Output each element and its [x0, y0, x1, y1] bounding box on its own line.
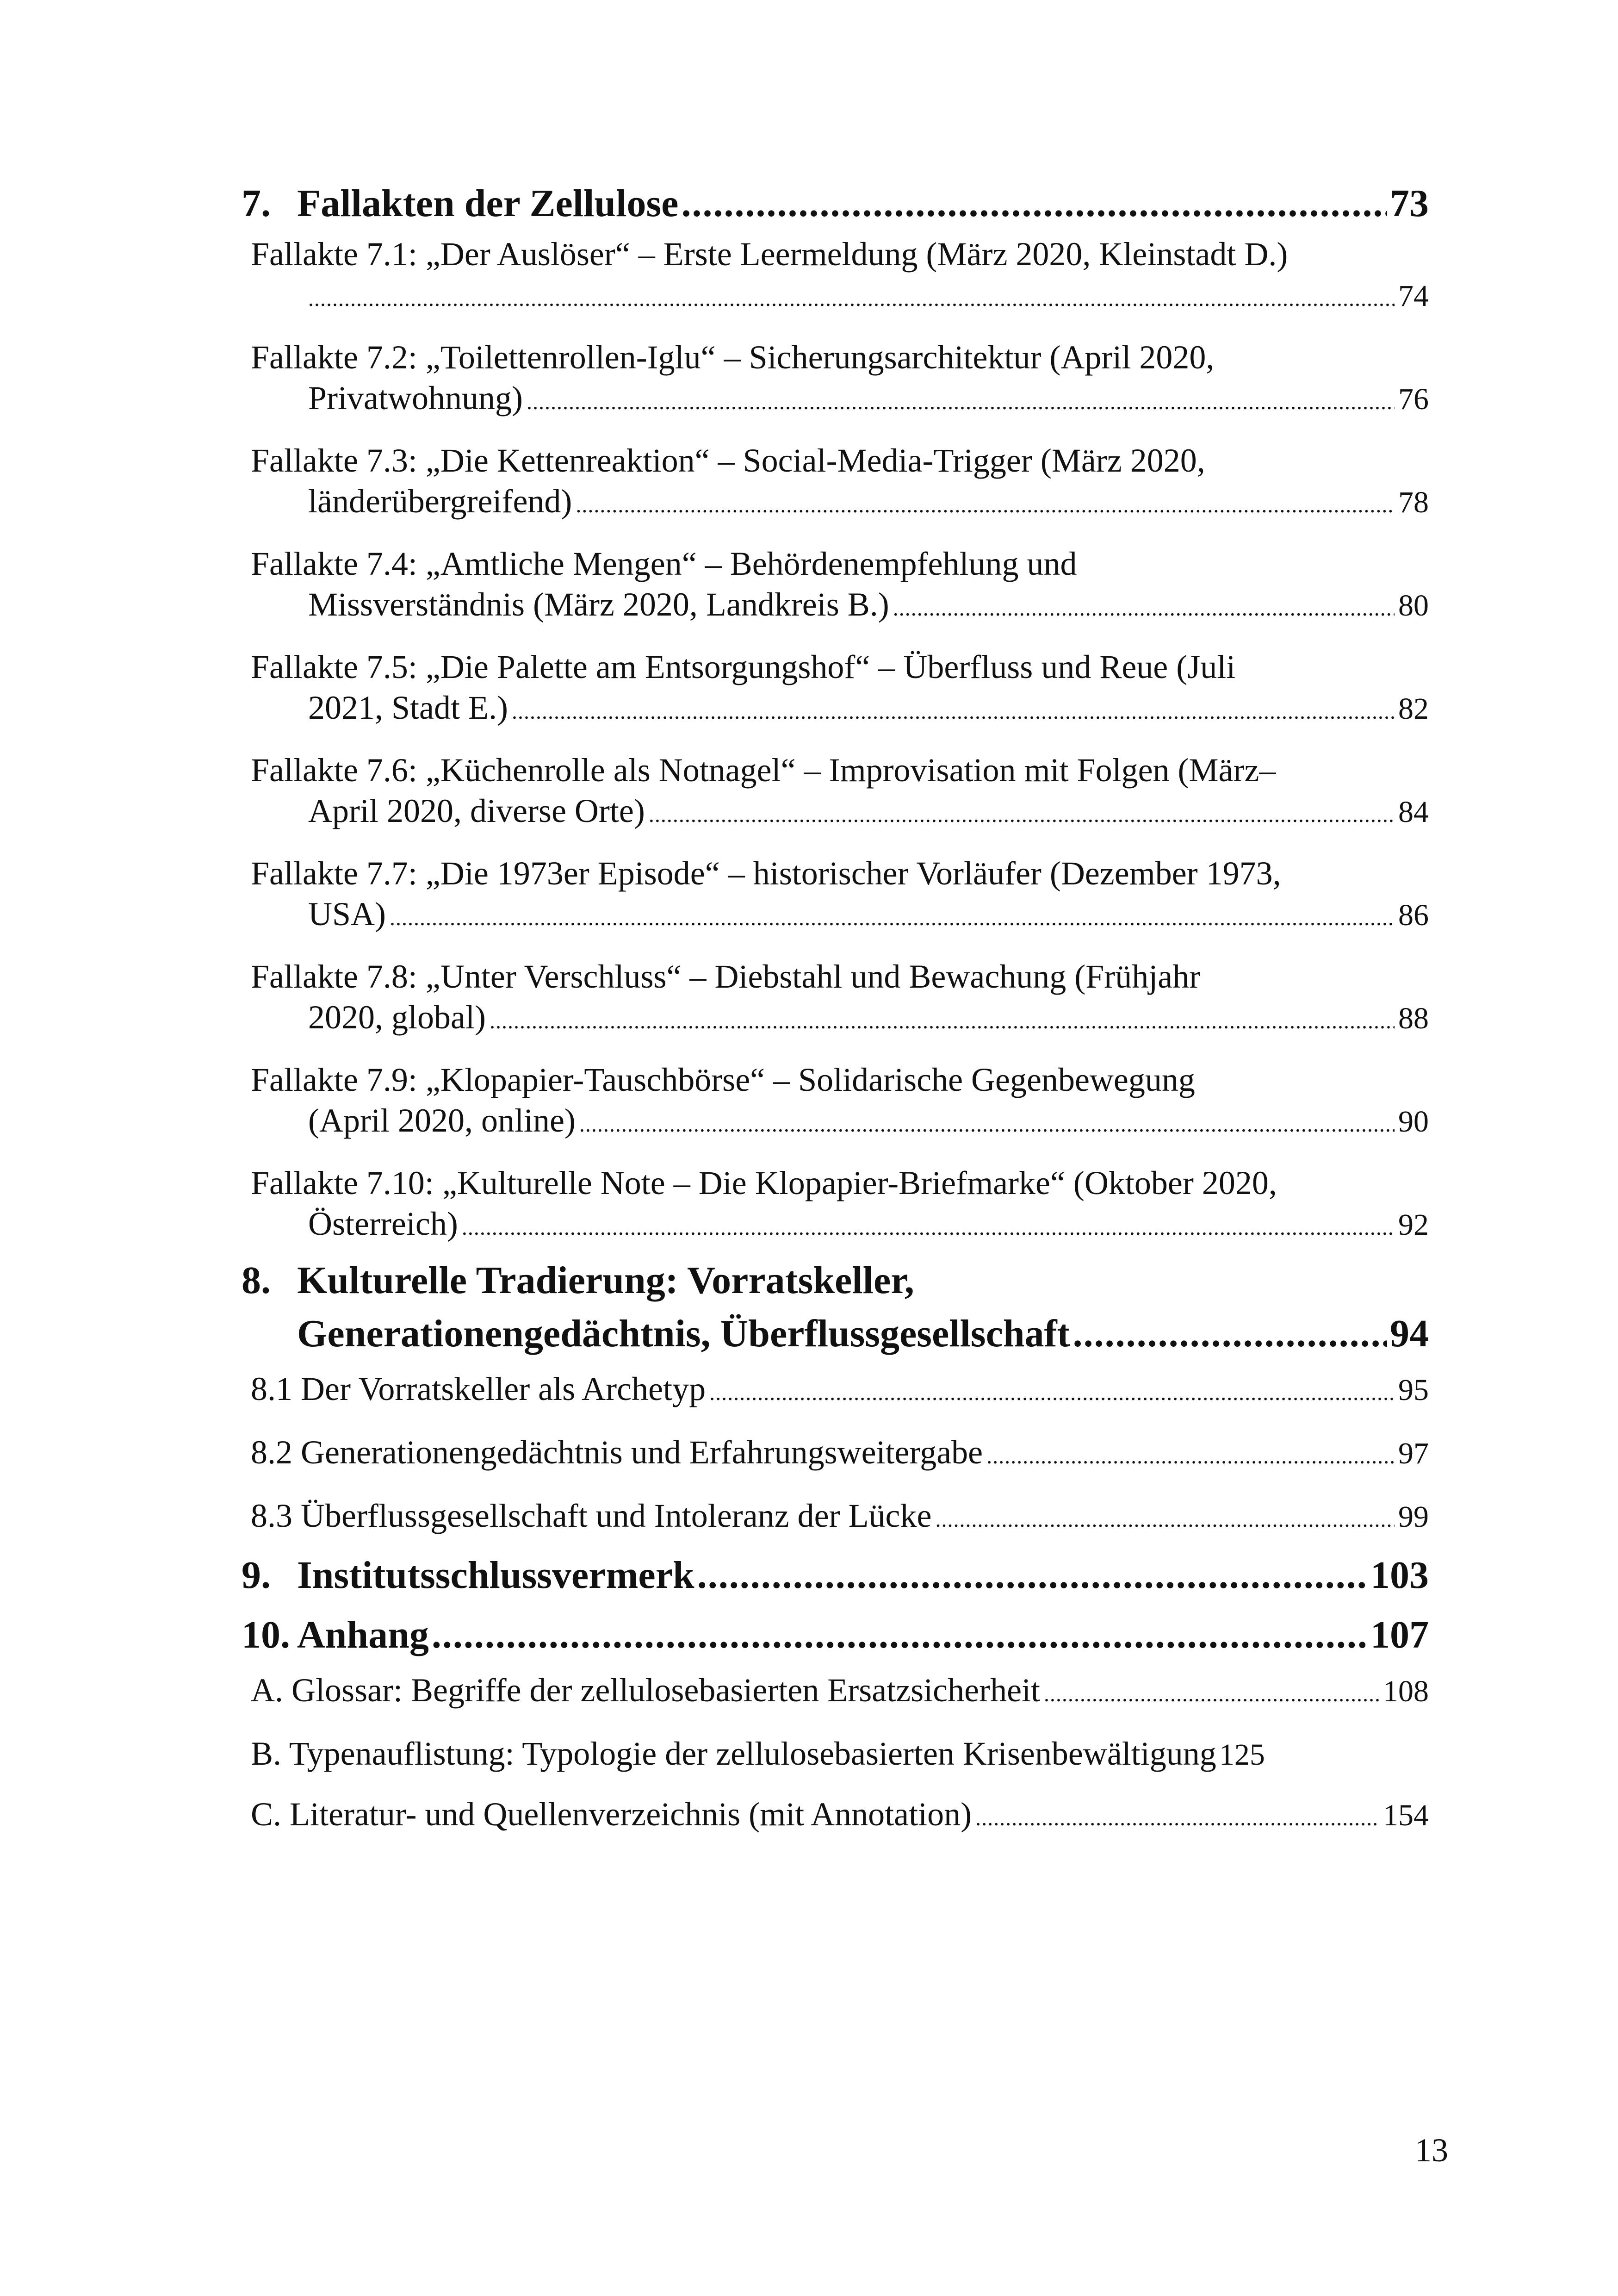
appendix-list	[242, 1668, 1429, 1841]
entry-text-cont: 2021, Stadt E.)	[308, 689, 508, 726]
chapter-8-heading	[242, 1254, 1429, 1360]
entry-page: 80	[1398, 589, 1429, 622]
dot-leader	[935, 1493, 1395, 1542]
entry-text-cont: USA)	[308, 896, 386, 933]
entry-page: 108	[1383, 1674, 1429, 1708]
dot-leader	[681, 177, 1387, 230]
table-of-contents	[242, 177, 1429, 1841]
entry-page: 125	[1219, 1738, 1265, 1772]
chapter-number: 7.	[242, 182, 271, 225]
entry-text: Fallakte 7.9: „Klopapier-Tauschbörse“ – Solidarische Gegenbewegung	[251, 1061, 1195, 1098]
entry-text: 8.3 Überflussgesellschaft und Intoleranz der Lücke	[251, 1497, 932, 1534]
page-number: 13	[1415, 2132, 1448, 2169]
entry-text: A. Glossar: Begriffe der zellulosebasierten Ersatzsicherheit	[251, 1672, 1041, 1709]
entry-text: Fallakte 7.6: „Küchenrolle als Notnagel“ – Improvisation mit Folgen (März–	[251, 752, 1276, 789]
dot-leader	[893, 582, 1395, 631]
entry-text: Fallakte 7.3: „Die Kettenreaktion“ – Social-Media-Trigger (März 2020,	[251, 442, 1205, 479]
chapter-title: Anhang	[297, 1613, 429, 1656]
toc-entry-7-5[interactable]	[251, 645, 1429, 734]
dot-leader	[462, 1201, 1395, 1250]
entry-page: 76	[1398, 382, 1429, 416]
entry-text: Fallakte 7.10: „Kulturelle Note – Die Klopapier-Briefmarke“ (Oktober 2020,	[251, 1164, 1277, 1201]
entry-text: 8.1 Der Vorratskeller als Archetyp	[251, 1370, 706, 1407]
dot-leader	[1073, 1307, 1387, 1360]
entry-page: 88	[1398, 1002, 1429, 1035]
dot-leader	[986, 1430, 1395, 1479]
chapter-10-heading[interactable]	[242, 1608, 1429, 1661]
toc-entry-7-9[interactable]	[251, 1058, 1429, 1147]
entry-text-cont: Österreich)	[308, 1205, 458, 1242]
toc-entry-7-1[interactable]	[251, 232, 1429, 321]
toc-entry-8-2[interactable]	[251, 1430, 1429, 1479]
entry-text: C. Literatur- und Quellenverzeichnis (mit Annotation)	[251, 1796, 972, 1833]
chapter-title-line1: Kulturelle Tradierung: Vorratskeller,	[297, 1259, 914, 1302]
chapter-page: 94	[1390, 1312, 1429, 1355]
entry-page: 84	[1398, 795, 1429, 829]
chapter-page: 73	[1390, 182, 1429, 225]
chapter-page: 107	[1370, 1613, 1429, 1656]
chapter-9-heading[interactable]	[242, 1549, 1429, 1602]
entry-page: 92	[1398, 1208, 1429, 1242]
entry-text: Fallakte 7.5: „Die Palette am Entsorgungshof“ – Überfluss und Reue (Juli	[251, 648, 1236, 685]
entry-text: Fallakte 7.8: „Unter Verschluss“ – Diebstahl und Bewachung (Frühjahr	[251, 958, 1201, 995]
entry-text: Fallakte 7.2: „Toilettenrollen-Iglu“ – Sicherungsarchitektur (April 2020,	[251, 339, 1215, 376]
toc-entry-7-7[interactable]	[251, 851, 1429, 940]
entry-page: 78	[1398, 485, 1429, 519]
entry-text: Fallakte 7.1: „Der Auslöser“ – Erste Leermeldung (März 2020, Kleinstadt D.)	[251, 236, 1288, 273]
dot-leader	[432, 1608, 1368, 1661]
chapter-title: Generationengedächtnis, Überflussgesellschaft	[297, 1312, 1070, 1355]
entry-text: 8.2 Generationengedächtnis und Erfahrungsweitergabe	[251, 1434, 983, 1471]
dot-leader	[490, 995, 1395, 1044]
dot-leader	[649, 789, 1395, 837]
toc-entry-appendix-c[interactable]	[251, 1792, 1429, 1841]
entry-page: 90	[1398, 1105, 1429, 1139]
toc-entry-8-1[interactable]	[251, 1367, 1429, 1415]
chapter-page: 103	[1370, 1554, 1429, 1597]
toc-entry-appendix-b[interactable]	[251, 1731, 1429, 1777]
dot-leader	[390, 892, 1395, 940]
toc-entry-7-8[interactable]	[251, 954, 1429, 1044]
toc-entry-appendix-a[interactable]	[251, 1668, 1429, 1717]
dot-leader	[709, 1367, 1395, 1415]
entry-text: Fallakte 7.4: „Amtliche Mengen“ – Behördenempfehlung und	[251, 545, 1077, 582]
chapter-title: Institutsschlussvermerk	[297, 1554, 694, 1597]
entry-page: 95	[1398, 1373, 1429, 1407]
toc-entry-7-3[interactable]	[251, 438, 1429, 528]
entry-text: Fallakte 7.7: „Die 1973er Episode“ – historischer Vorläufer (Dezember 1973,	[251, 855, 1281, 892]
toc-entry-7-10[interactable]	[251, 1161, 1429, 1250]
dot-leader	[975, 1792, 1379, 1841]
chapter-number: 8.	[242, 1259, 271, 1302]
toc-entry-7-4[interactable]	[251, 541, 1429, 631]
entry-text-cont: Privatwohnung)	[308, 380, 523, 417]
dot-leader	[576, 479, 1395, 528]
dot-leader	[579, 1098, 1395, 1147]
entry-text-cont: länderübergreifend)	[308, 483, 572, 520]
fallakte-list	[242, 232, 1429, 1250]
entry-page: 99	[1398, 1500, 1429, 1534]
dot-leader	[512, 685, 1395, 734]
entry-page: 74	[1398, 279, 1429, 313]
chapter-7-heading	[242, 177, 1429, 230]
section-8-list	[242, 1367, 1429, 1542]
dot-leader	[527, 376, 1395, 424]
chapter-title: Fallakten der Zellulose	[297, 182, 679, 225]
entry-page: 86	[1398, 898, 1429, 932]
toc-entry-7-2[interactable]	[251, 335, 1429, 424]
entry-page: 97	[1398, 1437, 1429, 1470]
dot-leader	[308, 273, 1395, 321]
dot-leader	[697, 1549, 1368, 1602]
toc-entry-7-6[interactable]	[251, 748, 1429, 837]
entry-text-cont: (April 2020, online)	[308, 1102, 576, 1139]
entry-text: B. Typenauflistung: Typologie der zellulosebasierten Krisenbewältigung	[251, 1735, 1216, 1772]
entry-page: 154	[1383, 1798, 1429, 1832]
dot-leader	[1044, 1668, 1379, 1717]
entry-text-cont: Missverständnis (März 2020, Landkreis B.)	[308, 586, 889, 623]
entry-text-cont: 2020, global)	[308, 999, 486, 1036]
chapter-number: 9.	[242, 1554, 271, 1597]
entry-text-cont: April 2020, diverse Orte)	[308, 792, 645, 829]
toc-entry-8-3[interactable]	[251, 1493, 1429, 1542]
entry-page: 82	[1398, 692, 1429, 726]
chapter-number: 10.	[242, 1613, 290, 1656]
